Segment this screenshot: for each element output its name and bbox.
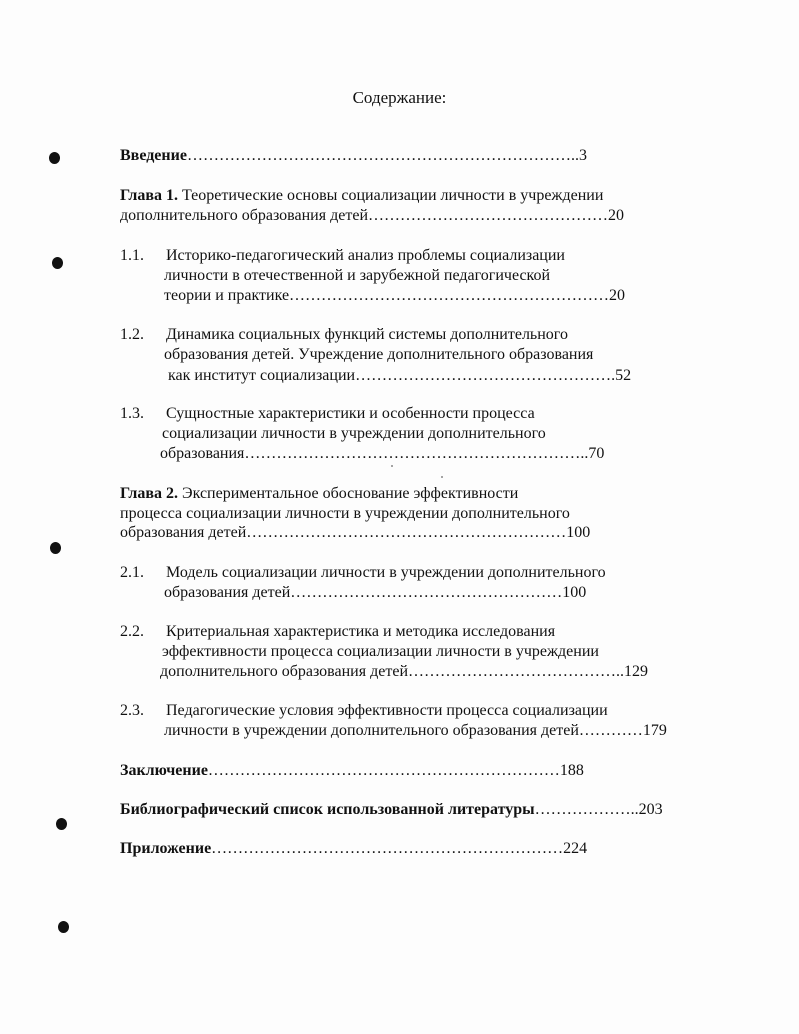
toc-page-number: 3 xyxy=(578,147,587,164)
scan-speck xyxy=(441,476,443,478)
toc-section-1-2-line2: образования детей. Учреждение дополнительного образования xyxy=(164,346,594,363)
toc-section-1-3-line2: социализации личности в учреждении дополнительного xyxy=(162,425,546,442)
page-title: Содержание: xyxy=(352,88,447,107)
toc-section-title-cont: как институт социализации xyxy=(168,367,356,384)
toc-section-2-1-line2 xyxy=(164,583,586,603)
toc-page-number: 20 xyxy=(608,207,624,224)
punch-hole xyxy=(50,542,61,554)
toc-section-number: 1.3. xyxy=(120,405,144,422)
toc-chapter2-prefix: Глава 2. xyxy=(120,485,178,502)
toc-page-number: 224 xyxy=(563,840,588,857)
toc-chapter2-line3 xyxy=(120,523,590,543)
toc-entry-conclusion xyxy=(120,761,584,781)
toc-intro-label: Введение xyxy=(120,147,187,164)
toc-section-1-1-line3 xyxy=(164,286,625,306)
toc-leader-dots: ……………………………………………………….. xyxy=(244,445,589,462)
toc-section-2-1-line1: Модель социализации личности в учреждении дополнительного xyxy=(166,564,606,581)
toc-section-2-2-line1: Критериальная характеристика и методика исследования xyxy=(166,623,556,640)
toc-leader-dots: ………………………………….. xyxy=(408,663,624,680)
toc-chapter1-line1 xyxy=(120,186,603,206)
toc-section-1-2-line3 xyxy=(168,366,631,386)
toc-page-number: 52 xyxy=(615,367,632,384)
toc-page-number: 188 xyxy=(559,762,584,779)
toc-chapter2-line1 xyxy=(120,484,518,504)
toc-chapter1-line2 xyxy=(120,206,624,226)
toc-bibliography-label: Библиографический список использованной литературы xyxy=(120,801,535,818)
toc-chapter1-title: Теоретические основы социализации личности в учреждении xyxy=(178,187,604,204)
toc-page-number: 203 xyxy=(638,801,663,818)
toc-chapter2-title-cont: образования детей xyxy=(120,524,247,541)
toc-section-number: 2.2. xyxy=(120,623,144,640)
punch-hole xyxy=(58,921,69,933)
toc-section-title-cont: образования xyxy=(160,445,245,462)
toc-leader-dots: …………………………………………………… xyxy=(289,287,610,304)
toc-section-1-1-line2: личности в отечественной и зарубежной педагогической xyxy=(164,267,551,284)
toc-section-1-1-line1: Историко-педагогический анализ проблемы социализации xyxy=(166,247,565,264)
toc-leader-dots: ……………….. xyxy=(534,801,639,818)
toc-section-number: 1.1. xyxy=(120,247,144,264)
toc-chapter2-title: Экспериментальное обоснование эффективности xyxy=(178,485,519,502)
toc-appendix-label: Приложение xyxy=(120,840,212,857)
toc-leader-dots: ……………………………………… xyxy=(368,207,608,224)
toc-leader-dots: …………………………………………… xyxy=(290,584,563,601)
toc-section-number: 2.1. xyxy=(120,564,144,581)
toc-section-2-2-line2: эффективности процесса социализации личности в учреждении xyxy=(162,643,599,660)
toc-leader-dots: ……………………………………………………………….. xyxy=(186,147,579,164)
toc-page-number: 179 xyxy=(642,722,667,739)
toc-section-title-cont: образования детей xyxy=(164,584,291,601)
toc-section-number: 1.2. xyxy=(120,326,144,343)
toc-section-title-cont: теории и практике xyxy=(164,287,290,304)
toc-leader-dots: …………………………………………. xyxy=(355,367,616,384)
toc-page-number: 70 xyxy=(588,445,605,462)
toc-section-1-3-line1: Сущностные характеристики и особенности процесса xyxy=(166,405,535,422)
scan-speck xyxy=(391,465,393,467)
toc-section-2-3-line1: Педагогические условия эффективности процесса социализации xyxy=(166,702,608,719)
toc-leader-dots: …………………………………………………… xyxy=(246,524,567,541)
punch-hole xyxy=(52,257,63,269)
toc-entry-appendix xyxy=(120,839,587,859)
toc-leader-dots: ………………………………………………………… xyxy=(211,840,564,857)
toc-entry-intro xyxy=(120,146,587,166)
toc-chapter2-line2: процесса социализации личности в учреждении дополнительного xyxy=(120,505,570,522)
toc-chapter1-prefix: Глава 1. xyxy=(120,187,178,204)
toc-section-title-cont: дополнительного образования детей xyxy=(160,663,408,680)
toc-page-number: 129 xyxy=(624,663,648,680)
toc-section-1-2-line1: Динамика социальных функций системы дополнительного xyxy=(166,326,568,343)
toc-leader-dots: ………… xyxy=(578,722,643,739)
toc-leader-dots: ………………………………………………………… xyxy=(207,762,560,779)
toc-section-number: 2.3. xyxy=(120,702,144,719)
toc-section-2-3-line2 xyxy=(164,721,667,741)
punch-hole xyxy=(49,152,60,164)
toc-section-title-cont: личности в учреждении дополнительного образования детей xyxy=(164,722,579,739)
toc-section-2-2-line3 xyxy=(160,662,648,682)
toc-page-number: 20 xyxy=(609,287,626,304)
toc-chapter1-title-cont: дополнительного образования детей xyxy=(120,207,368,224)
toc-entry-bibliography xyxy=(120,800,663,820)
toc-conclusion-label: Заключение xyxy=(120,762,208,779)
toc-section-1-3-line3 xyxy=(160,444,604,464)
punch-hole xyxy=(56,818,67,830)
toc-page-number: 100 xyxy=(566,524,591,541)
toc-page-number: 100 xyxy=(562,584,587,601)
